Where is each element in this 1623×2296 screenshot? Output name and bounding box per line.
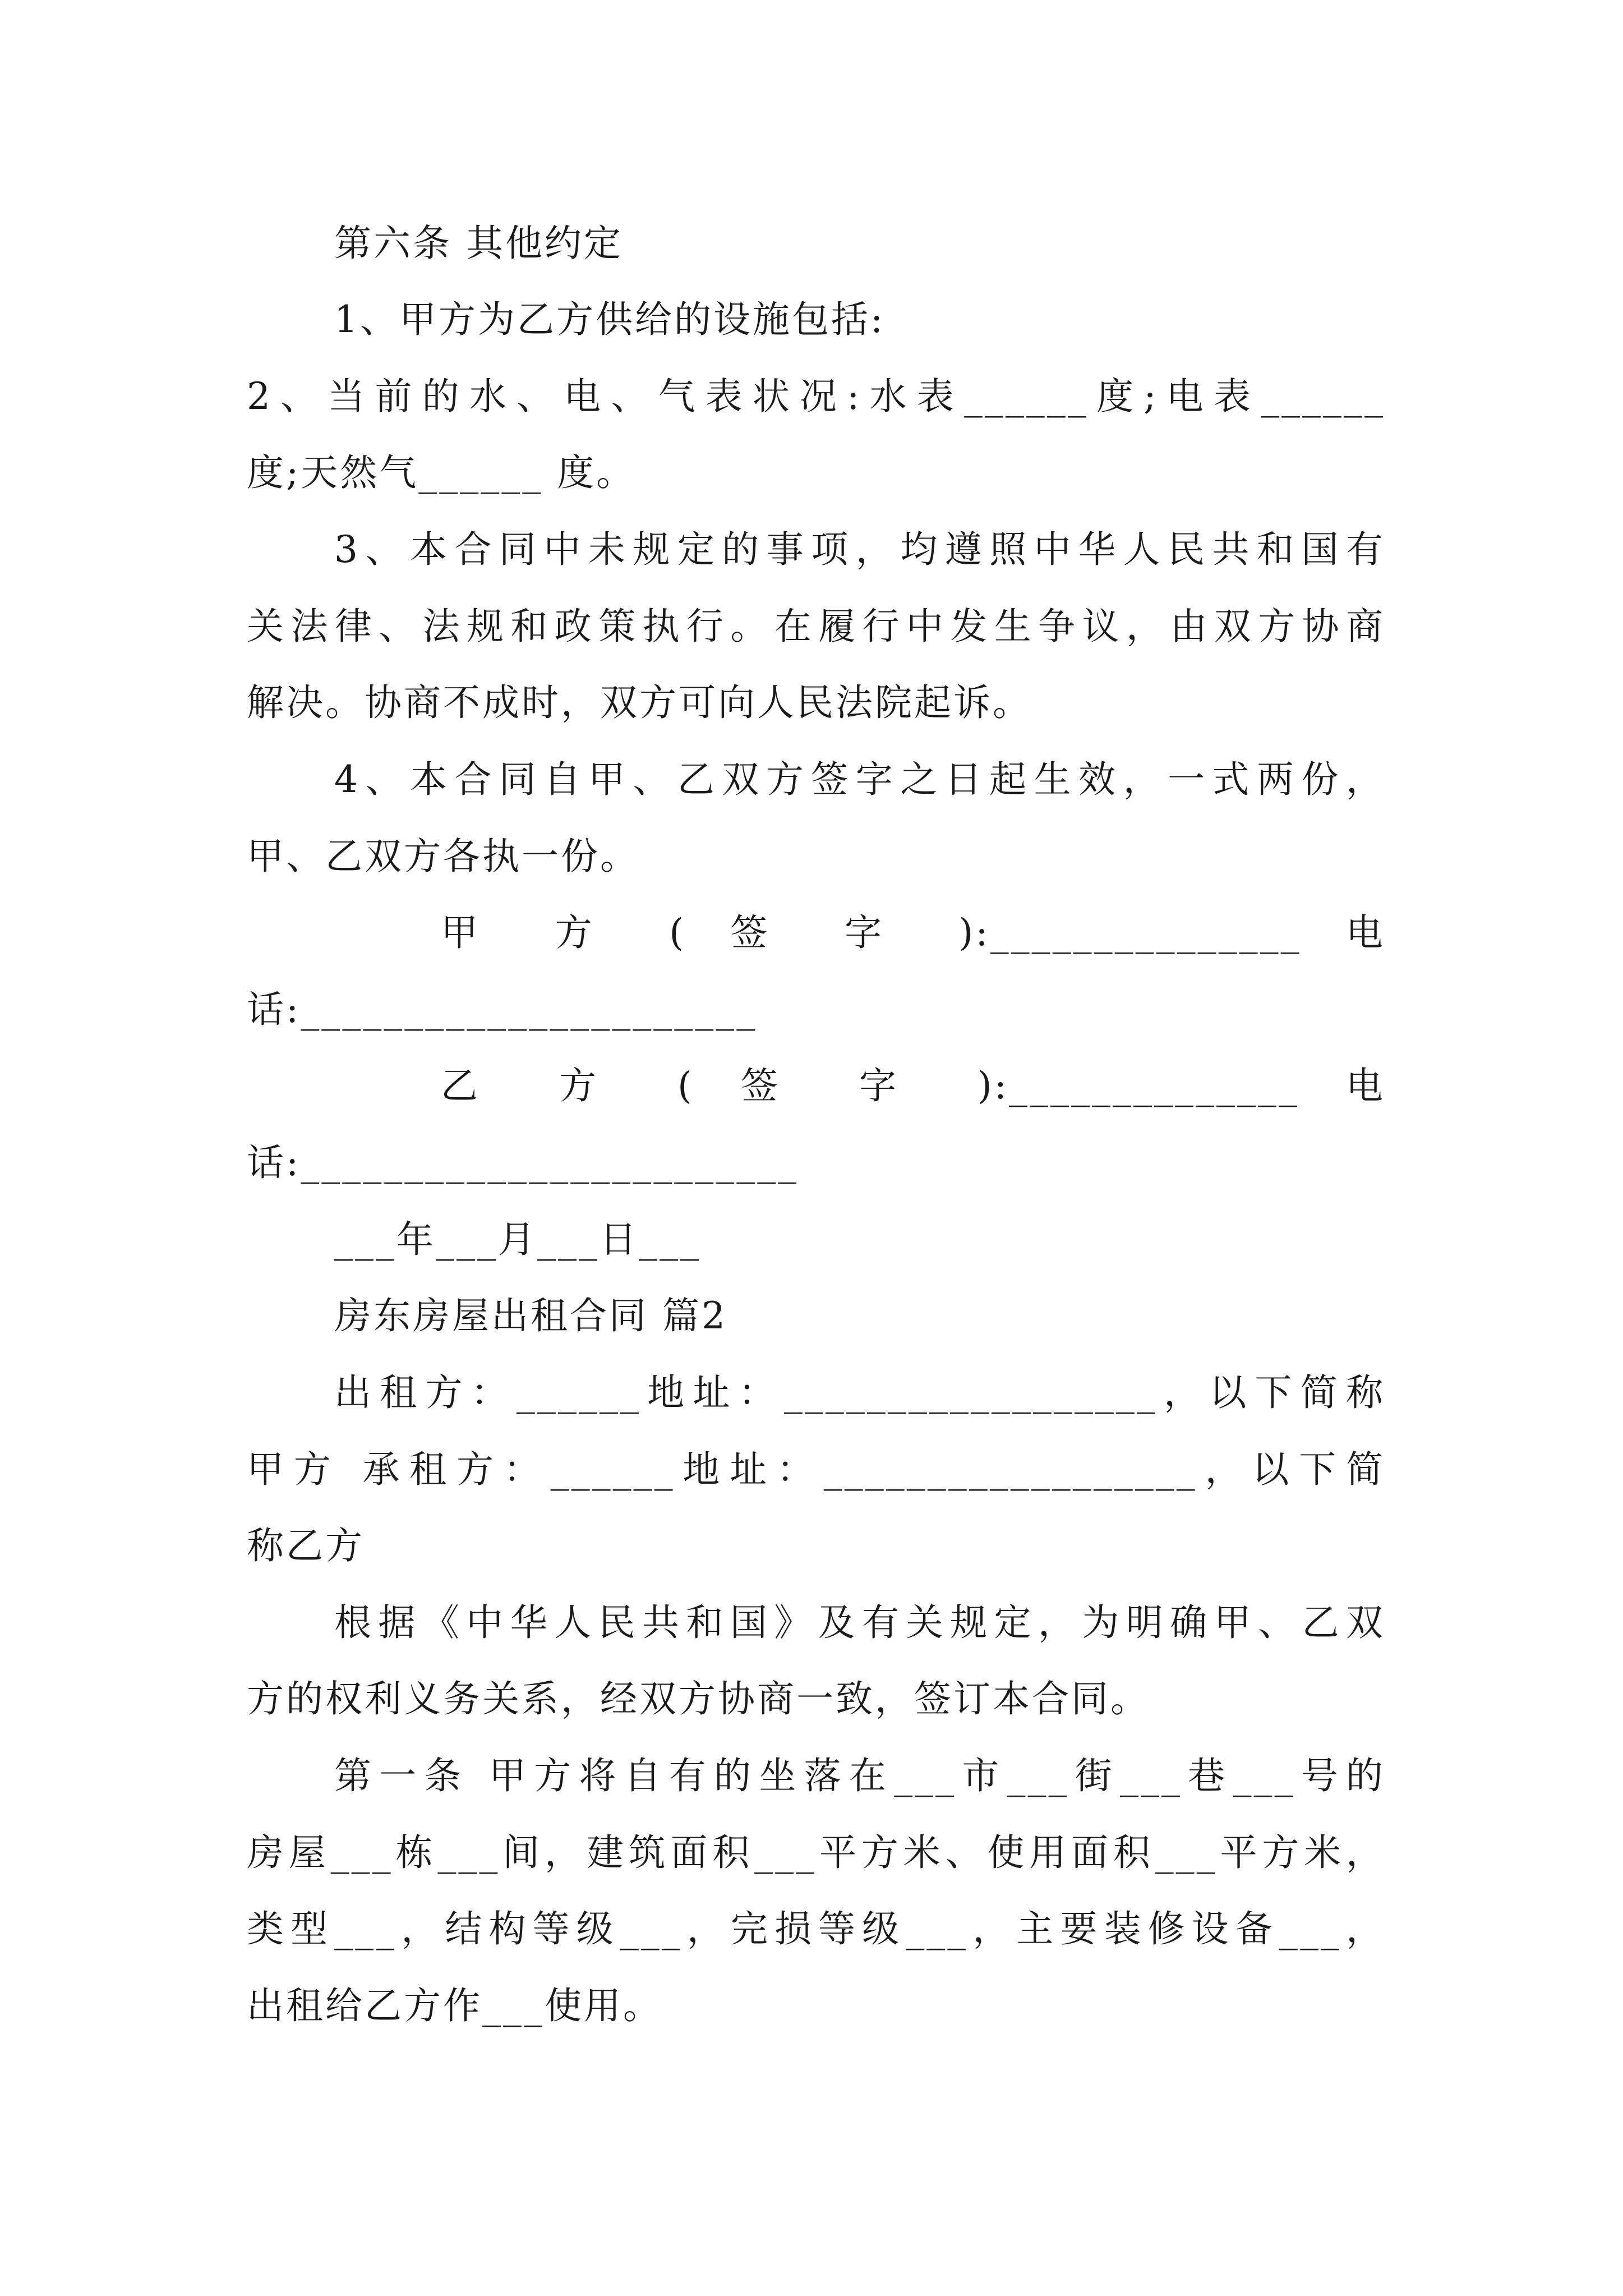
preamble-line-2: 方的权利义务关系，经双方协商一致，签订本合同。 <box>247 1677 1150 1720</box>
party-b-signature-line: 乙 方 ( 签 字 ):______________ 电 <box>441 1064 1385 1107</box>
clause-6-item-3-line-2: 关法律、法规和政策执行。在履行中发生争议，由双方协商 <box>247 605 1385 648</box>
date-line: ___年___月___日___ <box>334 1218 701 1261</box>
clause-1-line-3: 类型___，结构等级___，完损等级___，主要装修设备___， <box>247 1907 1385 1950</box>
clause-6-item-4-line-1: 4、本合同自甲、乙双方签字之日起生效，一式两份， <box>334 758 1385 801</box>
clause-6-item-4-line-2: 甲、乙双方各执一份。 <box>247 835 639 878</box>
clause-6-item-3-line-1: 3、本合同中未规定的事项，均遵照中华人民共和国有 <box>334 528 1385 571</box>
lessee-line: 甲方 承租方：______地址：__________________，以下简 <box>247 1448 1385 1491</box>
lessor-line: 出租方：______地址：__________________，以下简称 <box>334 1371 1385 1414</box>
section-title-contract-2: 房东房屋出租合同 篇2 <box>334 1294 727 1337</box>
lessee-line-end: 称乙方 <box>247 1524 365 1567</box>
preamble-line-1: 根据《中华人民共和国》及有关规定，为明确甲、乙双 <box>334 1601 1385 1644</box>
clause-6-heading: 第六条 其他约定 <box>334 222 623 265</box>
clause-6-item-2-line-1: 2、当前的水、电、气表状况:水表______度;电表______ <box>247 375 1385 418</box>
clause-6-item-1: 1、甲方为乙方供给的设施包括: <box>334 298 886 341</box>
party-a-signature-line: 甲 方 ( 签 字 ):_______________ 电 <box>441 911 1385 954</box>
clause-6-item-3-line-3: 解决。协商不成时，双方可向人民法院起诉。 <box>247 681 1032 724</box>
party-b-phone-line: 话:________________________ <box>247 1141 799 1184</box>
clause-1-line-4: 出租给乙方作___使用。 <box>247 1984 662 2027</box>
clause-1-line-2: 房屋___栋___间，建筑面积___平方米、使用面积___平方米， <box>247 1831 1385 1874</box>
clause-1-line-1: 第一条 甲方将自有的坐落在___市___街___巷___号的 <box>334 1754 1385 1797</box>
clause-6-item-2-line-2: 度;天然气______ 度。 <box>247 451 636 494</box>
party-a-phone-line: 话:______________________ <box>247 988 758 1031</box>
